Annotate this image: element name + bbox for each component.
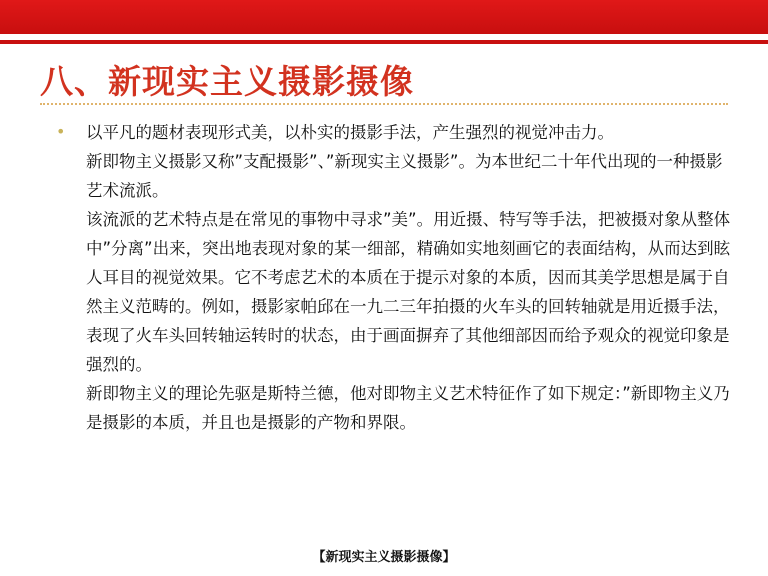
slide-body bbox=[86, 118, 736, 437]
paragraph: 新即物主义的理论先驱是斯特兰德，他对即物主义艺术特征作了如下规定：”新即物主义乃是摄影的本质，并且也是摄影的产物和界限。 bbox=[86, 384, 730, 432]
slide-title: 八、新现实主义摄影摄像 bbox=[40, 62, 414, 101]
top-red-band bbox=[0, 0, 768, 34]
paragraph: 该流派的艺术特点是在常见的事物中寻求”美”。用近摄、特写等手法，把被摄对象从整体中”分离”出来，突出地表现对象的某一细部，精确如实地刻画它的表面结构，从而达到眩人耳目的视觉效果。它不考虑艺术的本质在于提示对象的本质，因而其美学思想是属于自然主义范畴的。例如，摄影家帕邱在一九二三年拍摄的火车头的回转轴就是用近摄手法，表现了火车头回转轴运转时的状态，由于画面摒弃了其他细部因而给予观众的视觉印象是强烈的。 bbox=[86, 210, 731, 374]
title-divider bbox=[40, 103, 728, 105]
slide-footer: 【新现实主义摄影摄像】 bbox=[312, 550, 456, 565]
top-red-line bbox=[0, 40, 768, 44]
paragraph: 新即物主义摄影又称”支配摄影”、”新现实主义摄影”。为本世纪二十年代出现的一种摄影艺术流派。 bbox=[86, 152, 723, 200]
bullet-icon: • bbox=[56, 122, 66, 141]
paragraph: 以平凡的题材表现形式美，以朴实的摄影手法，产生强烈的视觉冲击力。 bbox=[86, 123, 614, 142]
